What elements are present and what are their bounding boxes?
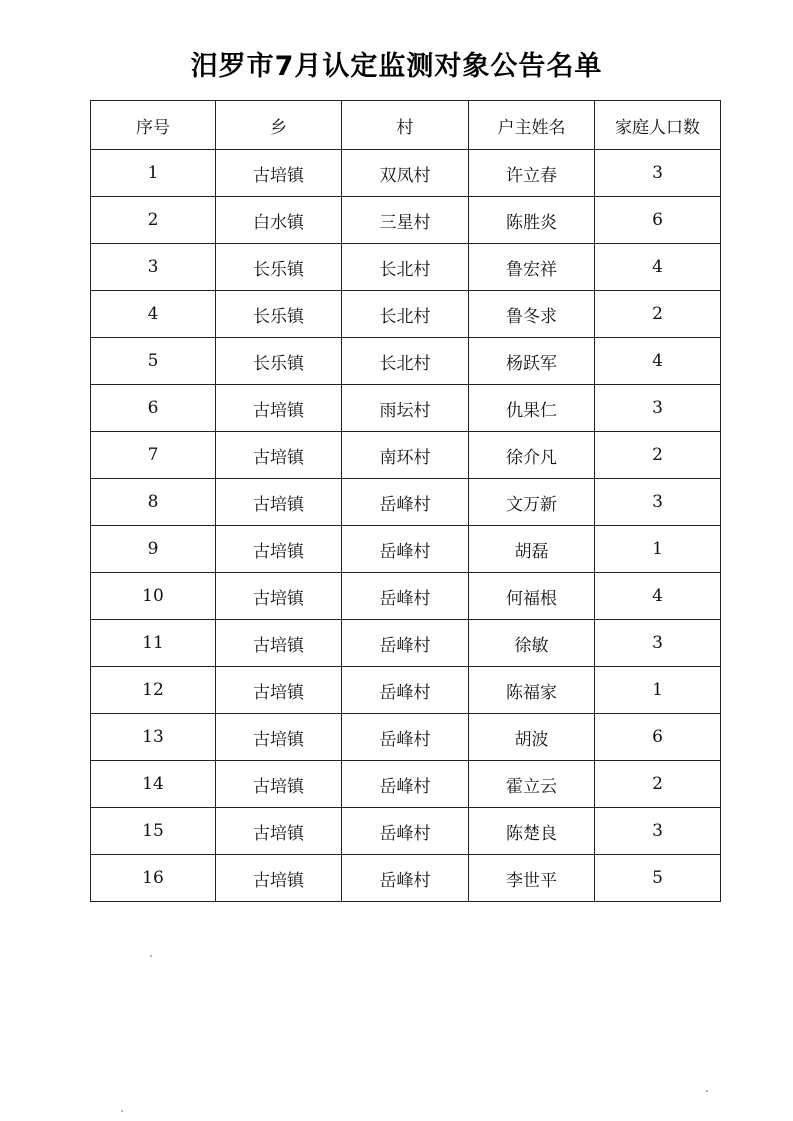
table-row [91, 244, 721, 291]
cell-serial-number: 14 [91, 761, 216, 808]
header-township: 乡 [216, 101, 342, 150]
cell-township: 古培镇 [216, 761, 342, 808]
cell-household-size: 6 [595, 197, 721, 244]
table-row [91, 291, 721, 338]
cell-serial-number: 5 [91, 338, 216, 385]
cell-household-head-name: 徐敏 [469, 620, 595, 667]
cell-serial-number: 7 [91, 432, 216, 479]
cell-household-head-name: 李世平 [469, 855, 595, 902]
cell-household-size: 3 [595, 808, 721, 855]
cell-township: 白水镇 [216, 197, 342, 244]
table-row [91, 667, 721, 714]
cell-household-head-name: 陈福家 [469, 667, 595, 714]
table-row [91, 855, 721, 902]
cell-serial-number: 3 [91, 244, 216, 291]
cell-household-head-name: 陈楚良 [469, 808, 595, 855]
cell-household-head-name: 杨跃军 [469, 338, 595, 385]
cell-household-head-name: 鲁冬求 [469, 291, 595, 338]
table-row [91, 385, 721, 432]
table-row [91, 714, 721, 761]
table-row [91, 808, 721, 855]
header-household-head-name: 户主姓名 [469, 101, 595, 150]
scan-speck [706, 1090, 708, 1092]
table-row [91, 432, 721, 479]
cell-village: 岳峰村 [342, 620, 469, 667]
cell-township: 古培镇 [216, 808, 342, 855]
cell-village: 岳峰村 [342, 479, 469, 526]
cell-township: 古培镇 [216, 573, 342, 620]
cell-township: 长乐镇 [216, 338, 342, 385]
table-row [91, 573, 721, 620]
cell-serial-number: 1 [91, 150, 216, 197]
cell-village: 三星村 [342, 197, 469, 244]
cell-household-size: 1 [595, 526, 721, 573]
cell-village: 岳峰村 [342, 526, 469, 573]
cell-serial-number: 2 [91, 197, 216, 244]
cell-household-head-name: 陈胜炎 [469, 197, 595, 244]
cell-serial-number: 6 [91, 385, 216, 432]
cell-serial-number: 12 [91, 667, 216, 714]
cell-household-head-name: 仇果仁 [469, 385, 595, 432]
table-row [91, 761, 721, 808]
cell-township: 古培镇 [216, 526, 342, 573]
cell-village: 岳峰村 [342, 761, 469, 808]
cell-township: 古培镇 [216, 432, 342, 479]
table-row [91, 620, 721, 667]
cell-serial-number: 15 [91, 808, 216, 855]
cell-serial-number: 16 [91, 855, 216, 902]
cell-household-size: 5 [595, 855, 721, 902]
cell-household-head-name: 徐介凡 [469, 432, 595, 479]
cell-village: 岳峰村 [342, 855, 469, 902]
cell-village: 长北村 [342, 291, 469, 338]
table-row [91, 197, 721, 244]
cell-village: 岳峰村 [342, 808, 469, 855]
cell-household-size: 1 [595, 667, 721, 714]
header-household-size: 家庭人口数 [595, 101, 721, 150]
cell-household-head-name: 霍立云 [469, 761, 595, 808]
cell-household-head-name: 胡磊 [469, 526, 595, 573]
cell-household-head-name: 胡波 [469, 714, 595, 761]
cell-serial-number: 11 [91, 620, 216, 667]
cell-household-size: 2 [595, 432, 721, 479]
cell-household-size: 2 [595, 291, 721, 338]
cell-household-size: 3 [595, 150, 721, 197]
cell-household-size: 2 [595, 761, 721, 808]
cell-township: 古培镇 [216, 667, 342, 714]
cell-township: 古培镇 [216, 385, 342, 432]
cell-township: 古培镇 [216, 855, 342, 902]
cell-township: 古培镇 [216, 150, 342, 197]
table-row [91, 479, 721, 526]
cell-serial-number: 13 [91, 714, 216, 761]
cell-township: 古培镇 [216, 620, 342, 667]
cell-township: 长乐镇 [216, 291, 342, 338]
cell-township: 古培镇 [216, 479, 342, 526]
table-row [91, 338, 721, 385]
header-serial-number: 序号 [91, 101, 216, 150]
cell-household-head-name: 何福根 [469, 573, 595, 620]
table-row [91, 150, 721, 197]
scan-speck [150, 955, 152, 957]
table-body [91, 150, 721, 902]
cell-serial-number: 10 [91, 573, 216, 620]
cell-household-head-name: 鲁宏祥 [469, 244, 595, 291]
cell-household-head-name: 许立春 [469, 150, 595, 197]
cell-village: 岳峰村 [342, 667, 469, 714]
cell-serial-number: 4 [91, 291, 216, 338]
cell-village: 雨坛村 [342, 385, 469, 432]
cell-household-size: 3 [595, 620, 721, 667]
cell-serial-number: 8 [91, 479, 216, 526]
document-title: 汨罗市7月认定监测对象公告名单 [190, 51, 603, 82]
scan-speck [121, 1110, 123, 1112]
cell-household-size: 3 [595, 479, 721, 526]
cell-village: 岳峰村 [342, 714, 469, 761]
table-row [91, 526, 721, 573]
cell-village: 长北村 [342, 244, 469, 291]
cell-township: 古培镇 [216, 714, 342, 761]
cell-household-size: 4 [595, 573, 721, 620]
cell-township: 长乐镇 [216, 244, 342, 291]
header-village: 村 [342, 101, 469, 150]
cell-village: 南环村 [342, 432, 469, 479]
cell-serial-number: 9 [91, 526, 216, 573]
cell-household-size: 3 [595, 385, 721, 432]
cell-household-size: 4 [595, 244, 721, 291]
cell-village: 长北村 [342, 338, 469, 385]
table-header-row [91, 101, 721, 150]
cell-village: 岳峰村 [342, 573, 469, 620]
monitoring-roster-table [90, 100, 721, 902]
cell-household-size: 6 [595, 714, 721, 761]
cell-village: 双凤村 [342, 150, 469, 197]
cell-household-size: 4 [595, 338, 721, 385]
cell-household-head-name: 文万新 [469, 479, 595, 526]
